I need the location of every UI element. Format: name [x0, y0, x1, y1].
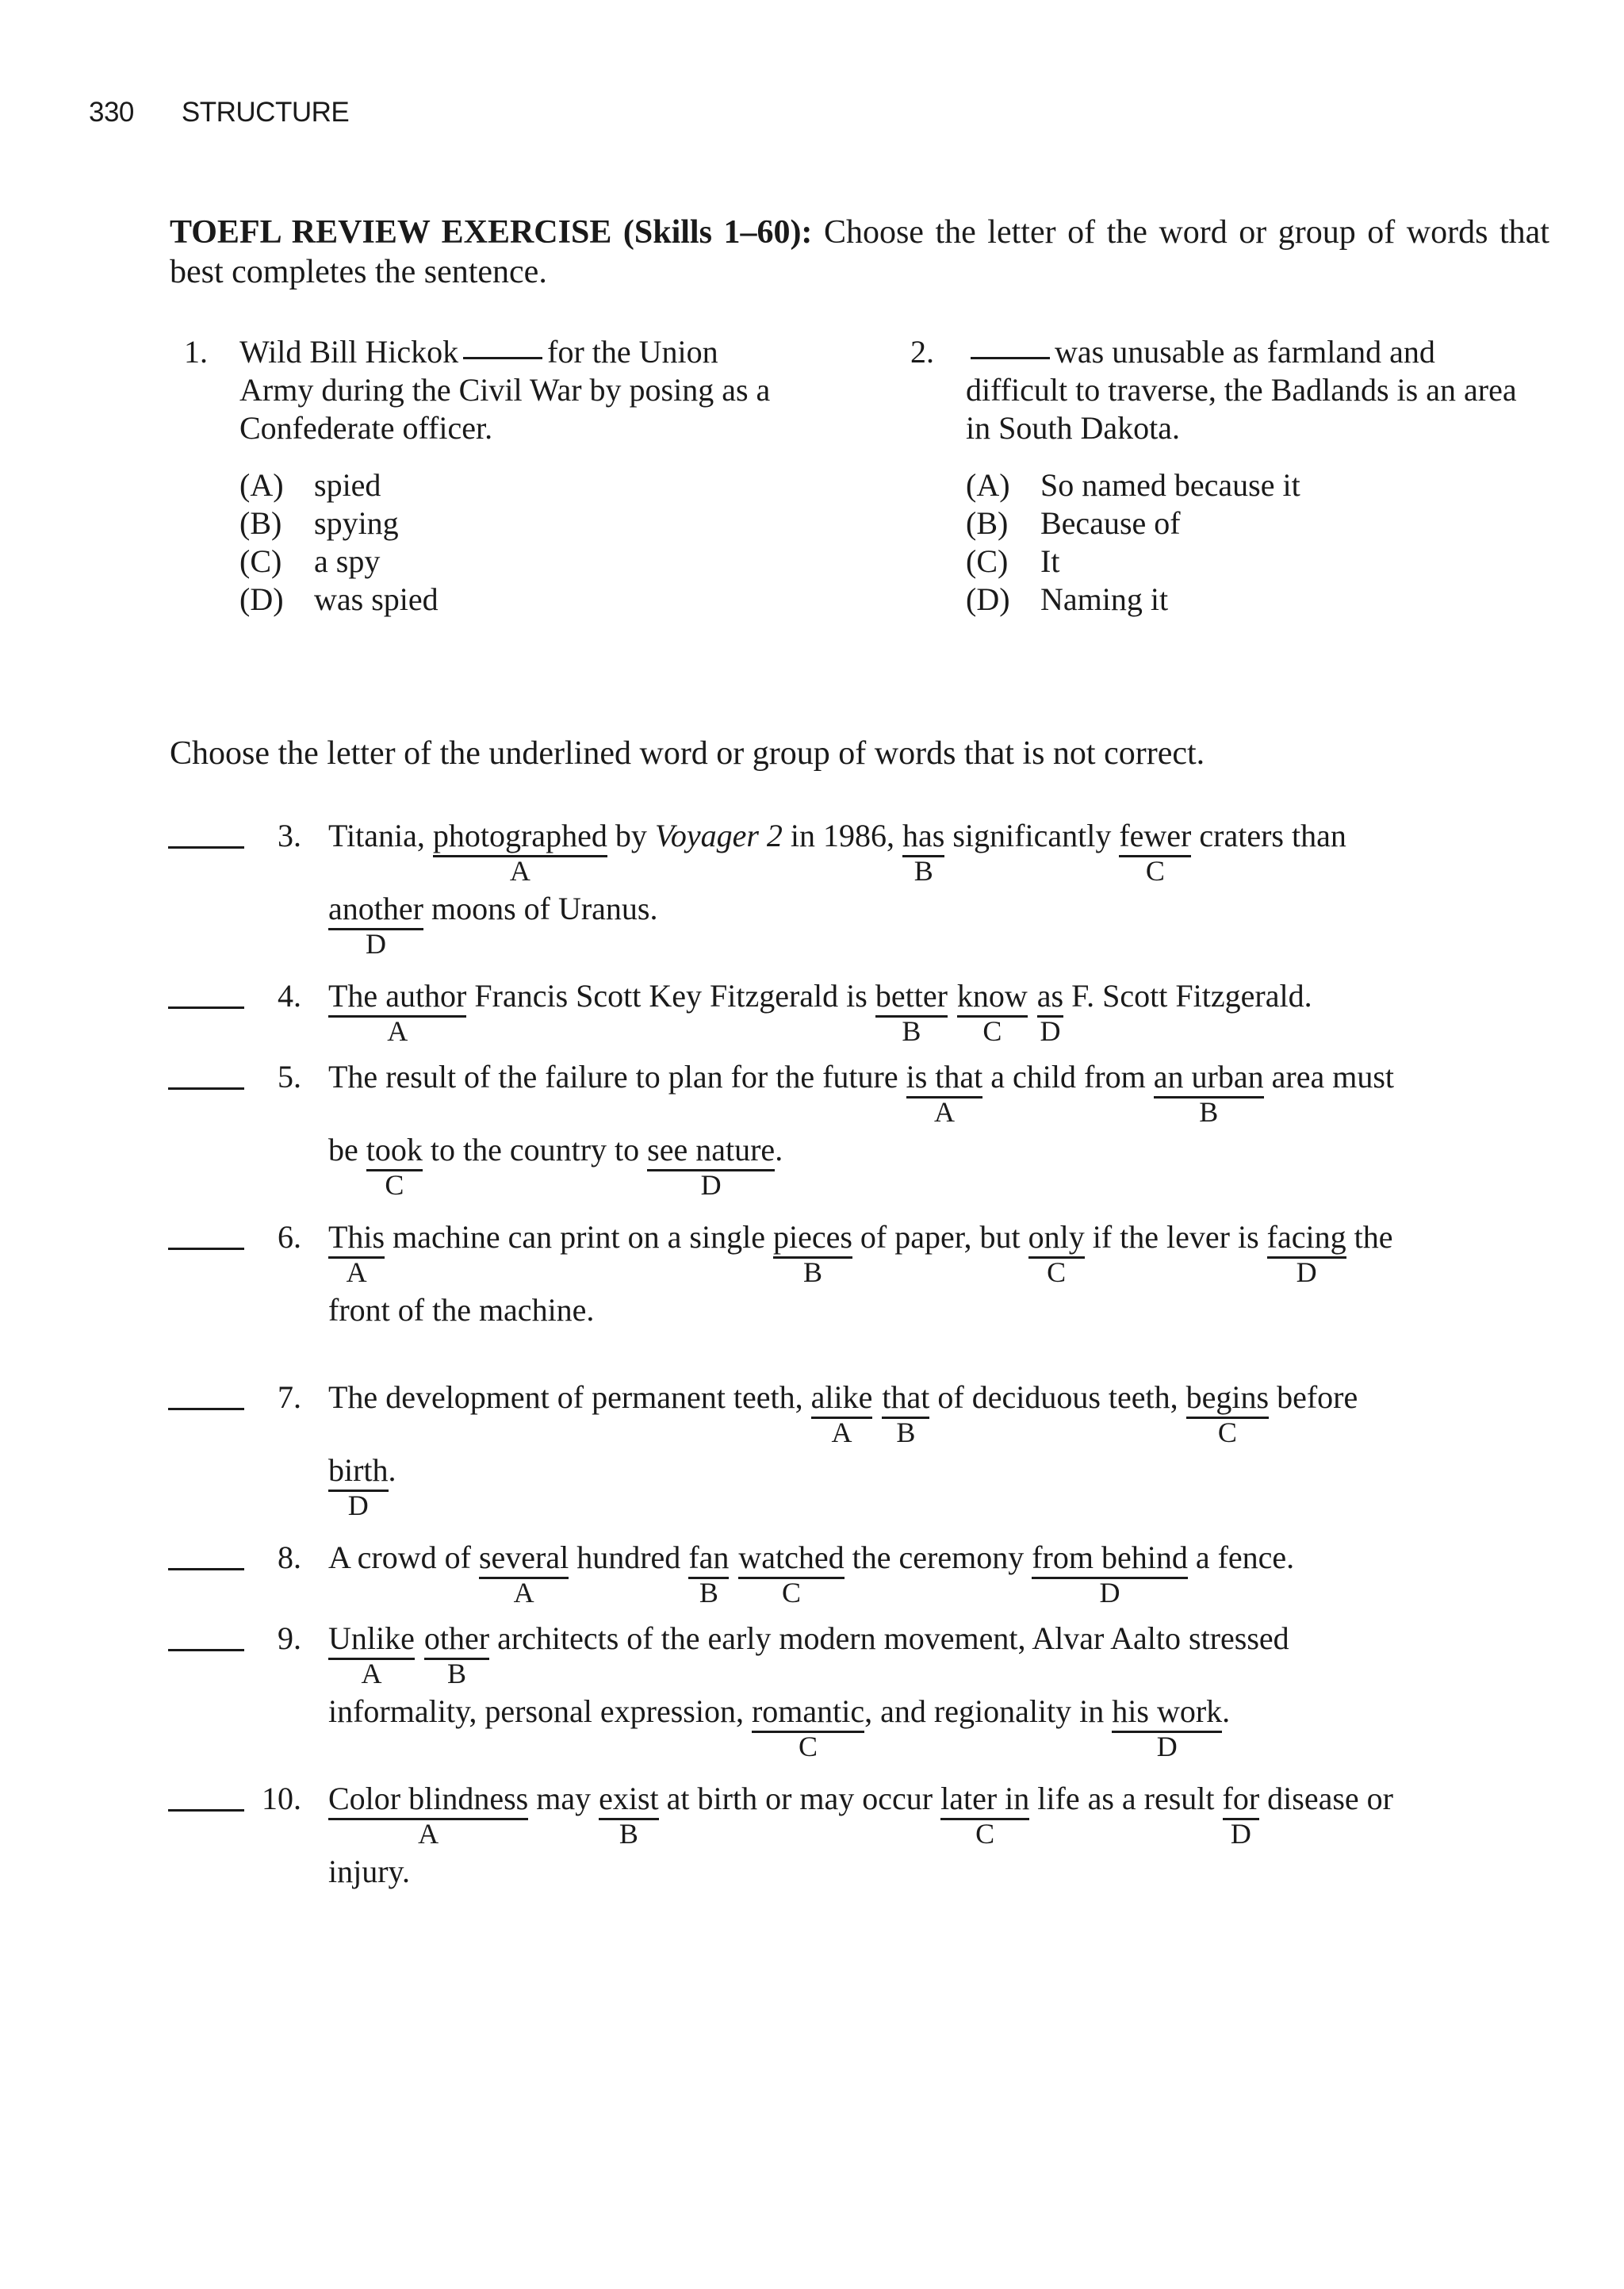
answer-blank[interactable] — [168, 1649, 244, 1651]
question-line — [328, 1780, 1393, 1851]
underlined-choice-c[interactable] — [366, 1131, 423, 1200]
exercise-title: TOEFL REVIEW EXERCISE (Skills 1–60): — [170, 214, 813, 251]
question-number: 4. — [278, 978, 301, 1014]
text-segment — [328, 1058, 906, 1096]
option-text: It — [1040, 543, 1060, 579]
sentence-text: hundred — [569, 1539, 689, 1575]
option-letter: (D) — [239, 581, 284, 617]
sentence-text: by — [607, 818, 655, 853]
sentence-text: life as a result — [1029, 1781, 1223, 1816]
sentence-text: , and regionality in — [864, 1693, 1113, 1729]
underlined-choice-d[interactable] — [1032, 1539, 1188, 1608]
choice-letter: C — [982, 1015, 1002, 1047]
option-text: was spied — [314, 581, 439, 617]
sentence-text: a child from — [982, 1059, 1154, 1095]
text-segment — [423, 890, 658, 928]
underlined-choice-b[interactable] — [875, 977, 948, 1046]
choice-letter: B — [699, 1577, 718, 1608]
question-line — [328, 1058, 1394, 1129]
text-segment — [659, 1780, 940, 1818]
question-line — [328, 1378, 1358, 1450]
answer-blank[interactable] — [168, 1568, 244, 1570]
underlined-text: This — [328, 1218, 385, 1259]
text-segment — [328, 1378, 811, 1417]
underlined-choice-d[interactable] — [1267, 1218, 1346, 1287]
underlined-text: that — [882, 1378, 929, 1419]
answer-options — [239, 466, 439, 619]
choice-letter: D — [1230, 1818, 1251, 1850]
answer-blank — [463, 357, 542, 359]
sentence-text: moons of Uranus. — [423, 891, 658, 926]
sentence-text: to the country to — [422, 1132, 648, 1168]
choice-letter: B — [446, 1658, 466, 1689]
text-segment — [1346, 1218, 1393, 1256]
answer-blank[interactable] — [168, 1248, 244, 1250]
choice-letter: C — [975, 1818, 995, 1850]
text-segment — [328, 1131, 366, 1169]
option-text: spying — [314, 505, 399, 541]
option-text: a spy — [314, 543, 381, 579]
question-number: 6. — [278, 1219, 301, 1255]
choice-letter: B — [914, 855, 933, 887]
underlined-text: for — [1223, 1780, 1260, 1820]
choice-letter: B — [896, 1417, 916, 1448]
option-text: Naming it — [1040, 581, 1169, 617]
underlined-text: is that — [906, 1058, 983, 1098]
underlined-text: another — [328, 890, 423, 930]
choice-letter: D — [1040, 1015, 1061, 1047]
answer-options — [966, 466, 1300, 619]
underlined-text: The author — [328, 977, 466, 1018]
underlined-choice-a[interactable] — [328, 1780, 528, 1849]
instructions-part1 — [170, 213, 1549, 292]
sentence-text: machine can print on a single — [385, 1219, 773, 1255]
answer-option[interactable] — [966, 504, 1300, 543]
running-head — [89, 97, 349, 128]
choice-letter: A — [513, 1577, 534, 1608]
underlined-choice-d[interactable] — [328, 1451, 389, 1520]
underlined-choice-b[interactable] — [773, 1218, 852, 1287]
choice-letter: C — [1217, 1417, 1237, 1448]
underlined-choice-c[interactable] — [957, 977, 1028, 1046]
answer-blank[interactable] — [168, 1006, 244, 1009]
sentence-text: area must — [1263, 1059, 1394, 1095]
question-line — [328, 890, 657, 961]
underlined-text: several — [479, 1539, 569, 1579]
sentence-text: the ceremony — [844, 1539, 1032, 1575]
question-number: 8. — [278, 1539, 301, 1575]
option-letter: (C) — [966, 543, 1009, 579]
stem-after: was unusable as farmland and difficult to traverse, the Badlands is an area in South Dakota. — [966, 334, 1517, 446]
instructions-part2: Choose the letter of the underlined word or group of words that is not correct. — [170, 735, 1205, 772]
choice-letter: A — [387, 1015, 408, 1047]
underlined-text: as — [1037, 977, 1063, 1018]
choice-letter: B — [1199, 1096, 1219, 1128]
choice-letter: A — [831, 1417, 852, 1448]
choice-letter: C — [1047, 1256, 1067, 1288]
sentence-text: informality, personal expression, — [328, 1693, 752, 1729]
text-segment — [982, 1058, 1154, 1096]
option-letter: (D) — [966, 581, 1010, 617]
choice-letter: D — [1156, 1731, 1178, 1762]
sentence-text: . — [388, 1452, 396, 1488]
underlined-choice-c[interactable] — [1186, 1378, 1269, 1447]
option-text: So named because it — [1040, 467, 1300, 503]
text-segment — [655, 817, 783, 855]
answer-blank — [971, 357, 1050, 359]
underlined-choice-d[interactable] — [1223, 1780, 1260, 1849]
text-segment — [389, 1451, 396, 1490]
text-segment — [1188, 1539, 1294, 1577]
underlined-text: only — [1028, 1218, 1085, 1259]
instructions-part1-text: Choose the letter of the word or group of words that best completes the sentence. — [170, 214, 1549, 290]
choice-letter: D — [347, 1490, 369, 1521]
sentence-text: The result of the failure to plan for the future — [328, 1059, 906, 1095]
text-segment — [1269, 1378, 1358, 1417]
choice-letter: B — [619, 1818, 638, 1850]
question-number: 3. — [278, 818, 301, 853]
question-stem — [239, 333, 795, 447]
underlined-choice-a[interactable] — [328, 1620, 415, 1689]
underlined-choice-a[interactable] — [328, 977, 466, 1046]
underlined-text: birth — [328, 1451, 389, 1492]
answer-option[interactable] — [239, 504, 439, 543]
question-line — [328, 1539, 1294, 1610]
underlined-choice-d[interactable] — [1112, 1693, 1222, 1762]
page-number: 330 — [89, 97, 134, 128]
choice-letter: A — [418, 1818, 439, 1850]
underlined-text: see nature — [647, 1131, 775, 1171]
question-number: 5. — [278, 1059, 301, 1095]
answer-option[interactable] — [966, 466, 1300, 504]
text-segment — [1264, 1058, 1394, 1096]
underlined-text: his work — [1112, 1693, 1222, 1733]
sentence-text: if the lever is — [1084, 1219, 1267, 1255]
text-segment — [328, 1291, 594, 1329]
text-segment — [528, 1780, 599, 1818]
text-segment — [466, 977, 875, 1015]
text-segment — [328, 1693, 752, 1731]
sentence-text: injury. — [328, 1854, 410, 1889]
text-segment — [783, 817, 902, 855]
question-line — [328, 817, 1346, 888]
sentence-text: A crowd of — [328, 1539, 479, 1575]
choice-letter: A — [509, 855, 530, 887]
choice-letter: C — [799, 1731, 818, 1762]
sentence-text: of deciduous teeth, — [929, 1379, 1186, 1415]
answer-option[interactable] — [239, 466, 439, 504]
text-segment — [944, 817, 1119, 855]
underlined-text: watched — [738, 1539, 844, 1579]
underlined-text: an urban — [1154, 1058, 1264, 1098]
question-number: 1. — [184, 334, 208, 370]
sentence-text: at birth or may occur — [658, 1781, 941, 1816]
question-line — [328, 1451, 396, 1523]
answer-blank[interactable] — [168, 1087, 244, 1090]
option-text: spied — [314, 467, 381, 503]
underlined-choice-c[interactable] — [752, 1693, 864, 1762]
choice-letter: A — [361, 1658, 382, 1689]
underlined-text: other — [424, 1620, 489, 1660]
sentence-text: the — [1346, 1219, 1393, 1255]
answer-option[interactable] — [239, 581, 439, 619]
choice-letter: D — [365, 928, 386, 960]
choice-letter: C — [385, 1169, 404, 1201]
underlined-choice-a[interactable] — [811, 1378, 873, 1447]
sentence-text: disease or — [1259, 1781, 1393, 1816]
underlined-choice-a[interactable] — [906, 1058, 983, 1127]
answer-blank[interactable] — [168, 1809, 244, 1812]
choice-letter: B — [802, 1256, 822, 1288]
underlined-text: later in — [940, 1780, 1029, 1820]
choice-letter: D — [700, 1169, 722, 1201]
underlined-choice-d[interactable] — [647, 1131, 775, 1200]
stem-after: for the Union Army during the Civil War by posing as a Confederate officer. — [239, 334, 771, 446]
underlined-text: pieces — [773, 1218, 852, 1259]
underlined-text: fan — [688, 1539, 729, 1579]
text-segment — [385, 1218, 773, 1256]
option-text: Because of — [1040, 505, 1181, 541]
text-segment — [775, 1131, 783, 1169]
question-line — [328, 1620, 1289, 1691]
underlined-text: alike — [811, 1378, 873, 1419]
sentence-text: Francis Scott Key Fitzgerald is — [466, 978, 875, 1014]
text-segment — [1222, 1693, 1230, 1731]
underlined-text: begins — [1186, 1378, 1269, 1419]
answer-option[interactable] — [966, 543, 1300, 581]
answer-option[interactable] — [966, 581, 1300, 619]
sentence-text: be — [328, 1132, 366, 1168]
sentence-text: before — [1269, 1379, 1358, 1415]
underlined-text: facing — [1267, 1218, 1346, 1259]
underlined-choice-b[interactable] — [599, 1780, 659, 1849]
text-segment — [864, 1693, 1112, 1731]
choice-letter: C — [1145, 855, 1165, 887]
text-segment — [489, 1620, 1289, 1658]
question-line — [328, 1853, 410, 1924]
option-letter: (A) — [239, 467, 284, 503]
option-letter: (C) — [239, 543, 282, 579]
question-stem — [966, 333, 1521, 447]
underlined-text: took — [366, 1131, 423, 1171]
sentence-text: craters than — [1191, 818, 1346, 853]
text-segment — [852, 1218, 1028, 1256]
answer-blank[interactable] — [168, 846, 244, 849]
text-segment — [1085, 1218, 1267, 1256]
sentence-text: may — [528, 1781, 599, 1816]
answer-option[interactable] — [239, 543, 439, 581]
underlined-text: photographed — [433, 817, 607, 857]
underlined-choice-b[interactable] — [882, 1378, 929, 1447]
underlined-text: Unlike — [328, 1620, 415, 1660]
underlined-choice-a[interactable] — [328, 1218, 385, 1287]
sentence-text: . — [775, 1132, 783, 1168]
choice-letter: C — [782, 1577, 802, 1608]
text-segment — [423, 1131, 647, 1169]
sentence-text: . — [1222, 1693, 1231, 1729]
underlined-choice-b[interactable] — [688, 1539, 729, 1608]
choice-letter: A — [933, 1096, 955, 1128]
sentence-text: significantly — [944, 818, 1120, 853]
choice-letter: D — [1099, 1577, 1120, 1608]
text-segment — [328, 1539, 479, 1577]
sentence-text: F. Scott Fitzgerald. — [1063, 978, 1312, 1014]
text-segment — [845, 1539, 1032, 1577]
option-letter: (A) — [966, 467, 1010, 503]
underlined-choice-b[interactable] — [424, 1620, 489, 1689]
text-segment — [1259, 1780, 1393, 1818]
text-segment — [1029, 1780, 1222, 1818]
underlined-choice-c[interactable] — [1028, 1218, 1085, 1287]
stem-before: Wild Bill Hickok — [239, 334, 459, 370]
underlined-text: Color blindness — [328, 1780, 528, 1820]
underlined-choice-a[interactable] — [433, 817, 607, 886]
option-letter: (B) — [966, 505, 1009, 541]
underlined-choice-b[interactable] — [1154, 1058, 1264, 1127]
underlined-choice-d[interactable] — [1037, 977, 1063, 1046]
underlined-text: fewer — [1119, 817, 1191, 857]
question-line — [328, 1291, 594, 1363]
underlined-text: from behind — [1032, 1539, 1188, 1579]
text-segment — [328, 817, 433, 855]
choice-letter: B — [902, 1015, 921, 1047]
question-line — [328, 1218, 1392, 1290]
sentence-text: a fence. — [1187, 1539, 1295, 1575]
text-segment — [328, 1853, 410, 1891]
underlined-text: romantic — [752, 1693, 864, 1733]
sentence-text: in 1986, — [782, 818, 903, 853]
sentence-text: Titania, — [328, 818, 433, 853]
text-segment — [929, 1378, 1185, 1417]
question-number: 9. — [278, 1620, 301, 1656]
text-segment — [569, 1539, 688, 1577]
underlined-choice-d[interactable] — [328, 890, 423, 959]
italic-text: Voyager 2 — [654, 818, 783, 853]
sentence-text: front of the machine. — [328, 1292, 595, 1328]
question-line — [328, 1131, 783, 1202]
section-title: STRUCTURE — [181, 97, 350, 128]
underlined-choice-b[interactable] — [902, 817, 944, 886]
question-number: 7. — [278, 1379, 301, 1415]
question-number: 10. — [262, 1781, 301, 1816]
text-segment — [607, 817, 655, 855]
choice-letter: A — [346, 1256, 367, 1288]
underlined-text: has — [902, 817, 944, 857]
sentence-text: of paper, but — [852, 1219, 1028, 1255]
underlined-choice-a[interactable] — [479, 1539, 569, 1608]
option-letter: (B) — [239, 505, 282, 541]
underlined-text: exist — [599, 1780, 659, 1820]
underlined-text: know — [957, 977, 1028, 1018]
underlined-choice-c[interactable] — [940, 1780, 1029, 1849]
underlined-choice-c[interactable] — [1119, 817, 1191, 886]
sentence-text: The development of permanent teeth, — [328, 1379, 811, 1415]
question-number: 2. — [910, 334, 934, 370]
underlined-text: better — [875, 977, 948, 1018]
question-line — [328, 1693, 1230, 1764]
sentence-text: architects of the early modern movement, Alvar Aalto stressed — [489, 1620, 1289, 1656]
text-segment — [1191, 817, 1346, 855]
question-line — [328, 977, 1312, 1049]
choice-letter: D — [1296, 1256, 1317, 1288]
underlined-choice-c[interactable] — [738, 1539, 844, 1608]
text-segment — [1063, 977, 1312, 1015]
answer-blank[interactable] — [168, 1408, 244, 1410]
